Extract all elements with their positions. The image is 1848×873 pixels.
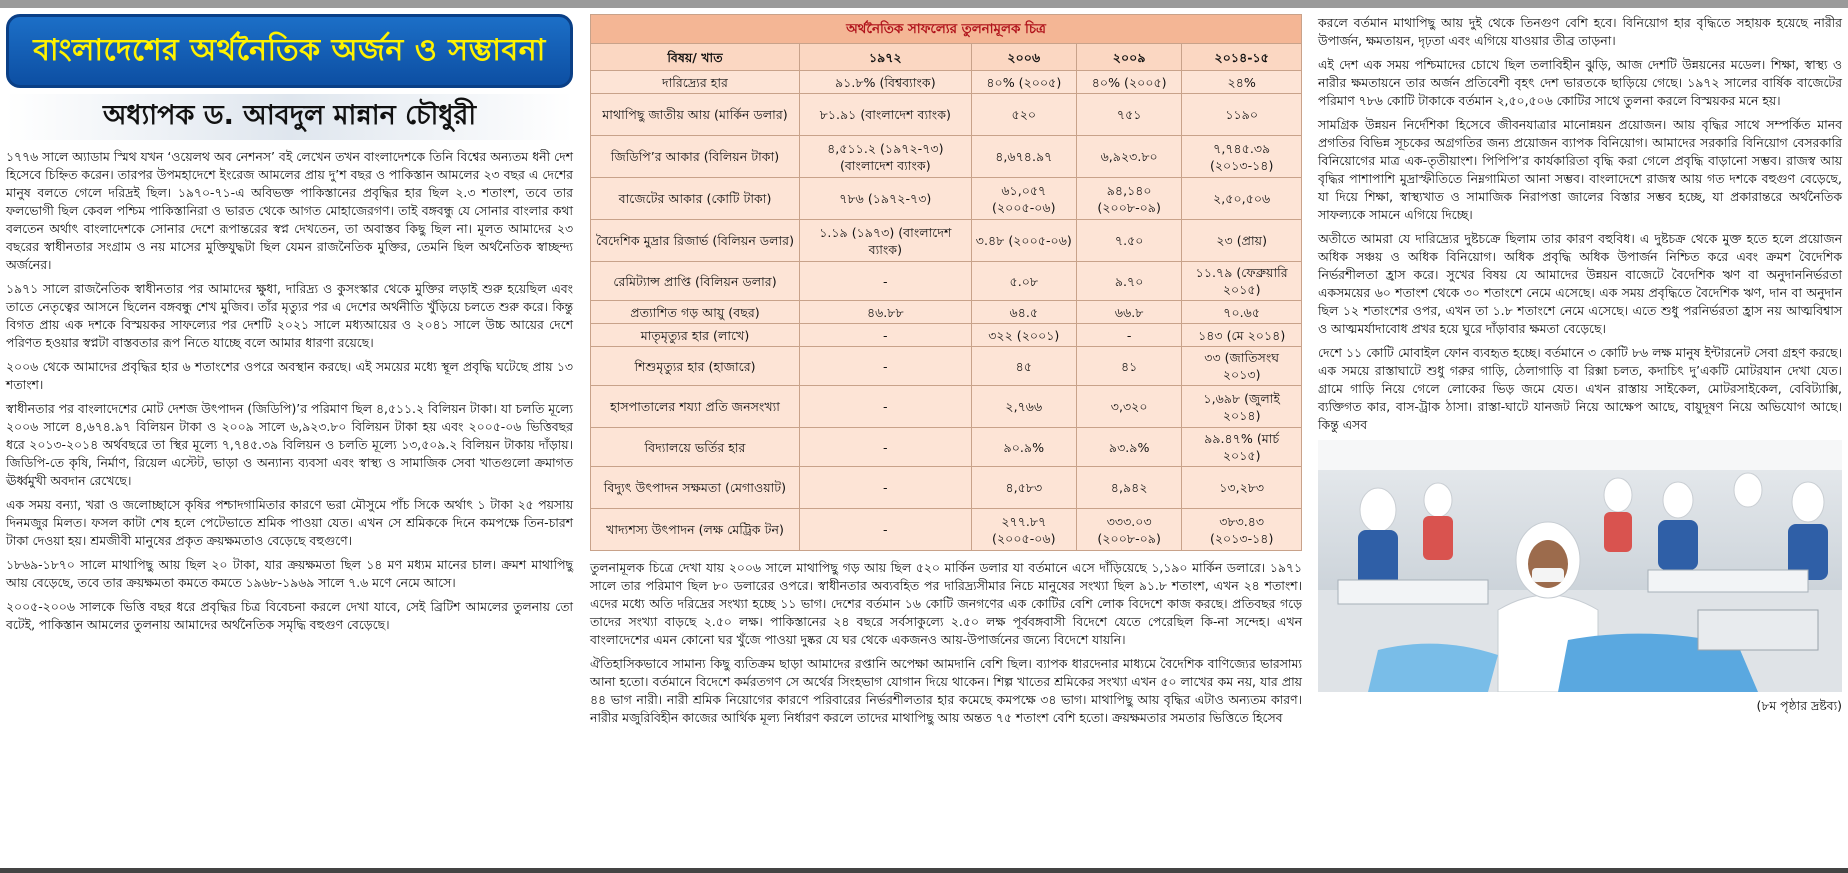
table-cell: ৭৮৬ (১৯৭২-৭৩) bbox=[800, 178, 972, 220]
table-cell: ৪০% (২০০৫) bbox=[971, 71, 1076, 94]
garment-factory-illustration bbox=[1318, 440, 1842, 692]
table-cell: ২৩ (প্রায়) bbox=[1182, 220, 1302, 262]
column-header: ২০১৪-১৫ bbox=[1182, 44, 1302, 71]
table-cell: ৬,৯২৩.৮০ bbox=[1076, 136, 1181, 178]
paragraph: দেশে ১১ কোটি মোবাইল ফোন ব্যবহৃত হচ্ছে। বর্তমানে ৩ কোটি ৮৬ লক্ষ মানুষ ইন্টারনেট সেবা গ্রহণ করছে। এক সময়ে রাস্তাঘাটে শুধু গরুর গাড়ি, ঠেলাগাড়ি বা রিক্সা চলত, কদাচিৎ দু’একটি মোটরযান দেখা যেত। গ্রামে গাড়ি নিয়ে গেলে লোকের ভিড় জমে যেত। এখন রাস্তায় সাইকেল, মোটরসাইকেল, বেবিট্যাক্সি, ব্যক্তিগত কার, বাস-ট্রাক ঠাসা। রাস্তা-ঘাটে যানজট নিয়ে আক্ষেপ আছে, বায়ুদূষণ নিয়ে অভিযোগ আছে। কিন্তু এসব bbox=[1318, 345, 1842, 432]
table-row bbox=[591, 94, 1302, 136]
table-row bbox=[591, 178, 1302, 220]
table-cell: ১,৬৯৮ (জুলাই ২০১৪) bbox=[1182, 386, 1302, 428]
row-label: মাথাপিছু জাতীয় আয় (মার্কিন ডলার) bbox=[591, 94, 800, 136]
table-cell: ২,৫০,৫০৬ bbox=[1182, 178, 1302, 220]
garment-factory-photo bbox=[1318, 440, 1842, 692]
article-title: বাংলাদেশের অর্থনৈতিক অর্জন ও সম্ভাবনা bbox=[33, 32, 546, 68]
top-rule bbox=[0, 0, 1848, 8]
bottom-rule bbox=[0, 868, 1848, 873]
paragraph: এই দেশ এক সময় পশ্চিমাদের চোখে ছিল তলাবিহীন ঝুড়ি, আজ দেশটি উন্নয়নের মডেল। শিক্ষা, স্বাস্থ্য ও নারীর ক্ষমতায়নে তার অর্জন প্রতিবেশী বৃহৎ দেশ ভারতকে ছাড়িয়ে গেছে। ১৯৭২ সালের বার্ষিক বাজেটের পরিমাণ ৭৮৬ কোটি টাকাকে বর্তমান ২,৫০,৫০৬ কোটির সাথে তুলনা করলে বিস্ময়কর মনে হয়। bbox=[1318, 57, 1842, 108]
middle-column bbox=[590, 14, 1302, 869]
table-cell: - bbox=[800, 428, 972, 467]
row-label: হাসপাতালের শয্যা প্রতি জনসংখ্যা bbox=[591, 386, 800, 428]
table-cell: ২৭৭.৮৭ (২০০৫-০৬) bbox=[971, 509, 1076, 551]
paragraph: স্বাধীনতার পর বাংলাদেশের মোট দেশজ উৎপাদন (জিডিপি)’র পরিমাণ ছিল ৪,৫১১.২ বিলিয়ন টাকা। যা চলতি মূল্যে ২০০৬ সালে ৪,৬৭৪.৯৭ বিলিয়ন টাকা ও ২০০৯ সালে ৬,৯২৩.৮০ বিলিয়ন টাকা হয় এবং ২০০৫-০৬ ভিত্তিবছর ধরে ২০১৩-২০১৪ অর্থবছরে তা স্থির মূল্যে ৭,৭৪৫.৩৯ বিলিয়ন ও চলতি মূল্যে ১৩,৫০৯.২ বিলিয়ন টাকায় দাঁড়ায়। জিডিপি-তে কৃষি, নির্মাণ, রিয়েল এস্টেট, ভাড়া ও অন্যান্য ব্যবসা এবং স্বাস্থ্য ও সামাজিক সেবা খাতগুলো ক্রমাগত ঊর্ধ্বমুখী অবদান রেখেছে। bbox=[6, 401, 573, 488]
table-cell: ৬৪.৫ bbox=[971, 301, 1076, 324]
table-row bbox=[591, 220, 1302, 262]
paragraph: সামগ্রিক উন্নয়ন নির্দেশিকা হিসেবে জীবনযাত্রার মানোন্নয়ন প্রয়োজন। আয় বৃদ্ধির সাথে সম্পর্কিত মানব প্রগতির বিভিন্ন সূচকের অগ্রগতির জন্য প্রয়োজন ব্যাপক বিনিয়োগ। আমাদের সরকারি বিনিয়োগ বেসরকারি বিনিয়োগের মাত্র এক-তৃতীয়াংশ। পিপিপি’র কার্যকারিতা বৃদ্ধি করা গেলে প্রবৃদ্ধি বাড়ানো সম্ভব। রাজস্ব আয় বৃদ্ধির পাশাপাশি মুদ্রাস্ফীতিতে নিম্নগামিতা আনা সম্ভব। বাংলাদেশে রাজস্ব আয় গত দশকে বহুগুণ বেড়েছে, যা দিয়ে শিক্ষা, স্বাস্থ্যখাত ও সামাজিক নিরাপত্তা জালের বিস্তার সম্ভব হচ্ছে, যা প্রকারান্তরে অর্থনৈতিক সাফল্যকে সামনে এগিয়ে দিচ্ছে। bbox=[1318, 117, 1842, 222]
right-column bbox=[1318, 14, 1842, 869]
table-row bbox=[591, 301, 1302, 324]
row-label: বিদ্যালয়ে ভর্তির হার bbox=[591, 428, 800, 467]
table-cell: ১১.৭৯ (ফেব্রুয়ারি ২০১৫) bbox=[1182, 262, 1302, 301]
paragraph: ২০০৬ থেকে আমাদের প্রবৃদ্ধির হার ৬ শতাংশের ওপরে অবস্থান করছে। এই সময়ের মধ্যে স্থূল প্রবৃদ্ধি ঘটেছে প্রায় ১৩ শতাংশ। bbox=[6, 359, 573, 392]
table-cell: ৬৬.৮ bbox=[1076, 301, 1181, 324]
author-bar bbox=[6, 94, 573, 140]
table-cell: ৮১.৯১ (বাংলাদেশ ব্যাংক) bbox=[800, 94, 972, 136]
table-cell: ৯০.৯% bbox=[971, 428, 1076, 467]
table-cell: ২৪% bbox=[1182, 71, 1302, 94]
row-label: জিডিপি’র আকার (বিলিয়ন টাকা) bbox=[591, 136, 800, 178]
table-cell: ৩.৪৮ (২০০৫-০৬) bbox=[971, 220, 1076, 262]
table-cell: ৪,৫৮৩ bbox=[971, 467, 1076, 509]
table-caption: অর্থনৈতিক সাফল্যের তুলনামূলক চিত্র bbox=[591, 15, 1302, 44]
table-cell: ২,৭৬৬ bbox=[971, 386, 1076, 428]
paragraph: ১৭৭৬ সালে অ্যাডাম স্মিথ যখন ‘ওয়েলথ অব নেশনস’ বই লেখেন তখন বাংলাদেশকে তিনি বিশ্বের অন্যতম ধনী দেশ হিসেবে চিহ্নিত করেন। তারপর উপমহাদেশে ইংরেজ আমলের প্রায় দু’শ বছর ও পাকিস্তান আমলের ২৩ বছর এ দেশের মানুষ বলতে গেলে দরিদ্রই ছিল। ১৯৭০-৭১-এ অবিভক্ত পাকিস্তানের প্রবৃদ্ধির হার ছিল ২.৩ শতাংশ, তবে তার ফলভোগী ছিল কেবল পশ্চিম পাকিস্তানিরা ও ভারত থেকে আগত মোহাজেরগণ। তাই বঙ্গবন্ধু যে সোনার বাংলার কথা বলতেন অর্থাৎ বাংলাদেশকে সোনার দেশে রূপান্তরের স্বপ্ন দেখতেন, তা অবাস্তব কিছু ছিল না। মূলত আমাদের ২৩ বছরের স্বাধীনতার সংগ্রাম ও নয় মাসের মুক্তিযুদ্ধটা ছিল যেমন রাজনৈতিক মুক্তির, তেমনি ছিল অর্থনৈতিক স্বাচ্ছন্দ্য অর্জনের। bbox=[6, 149, 573, 272]
table-cell: ৭.৫০ bbox=[1076, 220, 1181, 262]
paragraph: ১৮৬৯-১৮৭০ সালে মাথাপিছু আয় ছিল ২০ টাকা, যার ক্রয়ক্ষমতা ছিল ১৪ মণ মধ্যম মানের চাল। ক্রমশ মাথাপিছু আয় বেড়েছে, তবে তার ক্রয়ক্ষমতা কমতে কমতে ১৯৬৮-১৯৬৯ সালে ৭.৬ মণে নেমে আসে। bbox=[6, 557, 573, 590]
table-cell: ১৪৩ (মে ২০১৪) bbox=[1182, 324, 1302, 347]
row-label: প্রত্যাশিত গড় আয়ু (বছর) bbox=[591, 301, 800, 324]
table-row bbox=[591, 386, 1302, 428]
paragraph: ২০০৫-২০০৬ সালকে ভিত্তি বছর ধরে প্রবৃদ্ধির চিত্র বিবেচনা করলে দেখা যাবে, সেই ব্রিটিশ আমলের তুলনায় তো বটেই, পাকিস্তান আমলের তুলনায় আমাদের অর্থনৈতিক সমৃদ্ধি বহুগুণ বেড়েছে। bbox=[6, 599, 573, 632]
column-header: বিষয়/ খাত bbox=[591, 44, 800, 71]
table-row bbox=[591, 509, 1302, 551]
table-cell: ৪১ bbox=[1076, 347, 1181, 386]
table-cell: ৪,৬৭৪.৯৭ bbox=[971, 136, 1076, 178]
table-cell: ৯৯.৪৭% (মার্চ ২০১৫) bbox=[1182, 428, 1302, 467]
table-cell: ৬১,০৫৭ (২০০৫-০৬) bbox=[971, 178, 1076, 220]
title-banner bbox=[6, 14, 573, 88]
table-cell: - bbox=[800, 347, 972, 386]
row-label: শিশুমৃত্যুর হার (হাজারে) bbox=[591, 347, 800, 386]
column-header: ২০০৯ bbox=[1076, 44, 1181, 71]
table-cell: ৭,৭৪৫.৩৯ (২০১৩-১৪) bbox=[1182, 136, 1302, 178]
table-cell: ৯৪,১৪০ (২০০৮-০৯) bbox=[1076, 178, 1181, 220]
table-cell: ৩৮৩.৪৩ (২০১৩-১৪) bbox=[1182, 509, 1302, 551]
comparison-table bbox=[590, 14, 1302, 551]
author-name: অধ্যাপক ড. আবদুল মান্নান চৌধুরী bbox=[102, 99, 477, 131]
table-cell: ৪,৯৪২ bbox=[1076, 467, 1181, 509]
table-cell: - bbox=[800, 324, 972, 347]
table-cell: ৩২২ (২০০১) bbox=[971, 324, 1076, 347]
table-row bbox=[591, 71, 1302, 94]
table-cell: ৪৬.৮৮ bbox=[800, 301, 972, 324]
paragraph: এক সময় বন্যা, খরা ও জলোচ্ছাসে কৃষির পশ্চাদগামিতার কারণে ভরা মৌসুমে পাঁচ সিকে অর্থাৎ ১ টাকা ২৫ পয়সায় দিনমজুর মিলত। ফসল কাটা শেষ হলে পেটেভাতে শ্রমিক পাওয়া যেত। এখন সে শ্রমিককে দিনে কমপক্ষে তিন-চারশ টাকা দেওয়া হয়। শ্রমজীবী মানুষের প্রকৃত ক্রয়ক্ষমতাও বেড়েছে বহুগুণে। bbox=[6, 497, 573, 548]
table-cell: - bbox=[800, 509, 972, 551]
paragraph: অতীতে আমরা যে দারিদ্র্যের দুষ্টচক্রে ছিলাম তার কারণ বহুবিধ। এ দুষ্টচক্র থেকে মুক্ত হতে হলে প্রয়োজন অধিক সঞ্চয় ও অধিক বিনিয়োগ। অধিক প্রবৃদ্ধি অধিক উপার্জন নিশ্চিত করে এবং ক্রমশ বৈদেশিক নির্ভরশীলতা হ্রাস করে। সুখের বিষয় যে আমাদের উন্নয়ন বাজেটে বৈদেশিক ঋণ বা অনুদাননির্ভরতা একসময়ের ৬০ শতাংশ থেকে ৩০ শতাংশে নেমে এসেছে। এক সময় প্রবৃদ্ধিতে বৈদেশিক ঋণ, দান বা অনুদান ছিল ১২ শতাংশের ওপর, এখন তা ১.৮ শতাংশে নেমে এসেছে। এতে শুধু পরনির্ভরতা হ্রাস নয় আত্মবিশ্বাস ও আত্মমর্যাদাবোধ প্রখর হয়ে ঘুরে দাঁড়াবার ক্ষমতা বেড়েছে। bbox=[1318, 231, 1842, 336]
table-cell: ৪৫ bbox=[971, 347, 1076, 386]
continuation-note: (৮ম পৃষ্ঠার দ্রষ্টব্য) bbox=[1756, 698, 1842, 713]
row-label: রেমিট্যান্স প্রাপ্তি (বিলিয়ন ডলার) bbox=[591, 262, 800, 301]
table-cell: ৭০.৬৫ bbox=[1182, 301, 1302, 324]
paragraph: ঐতিহাসিকভাবে সামান্য কিছু ব্যতিক্রম ছাড়া আমাদের রপ্তানি অপেক্ষা আমদানি বেশি ছিল। ব্যাপক ধারদেনার মাধ্যমে বৈদেশিক বাণিজ্যের ভারসাম্য আনা হতো। বর্তমানে বিদেশে কর্মরতগণ সে অর্থের সিংহভাগ যোগান দিয়ে থাকেন। শিল্প খাতের শ্রমিকের সংখ্যা এখন ৫০ লাখের কম নয়, যার প্রায় ৪৪ ভাগ নারী। নারী শ্রমিক নিয়োগের কারণে পরিবারের নির্ভরশীলতার হার কমেছে কমপক্ষে ৩৪ ভাগ। মাথাপিছু আয় বৃদ্ধির এটাও অন্যতম কারণ। নারীর মজুরিবিহীন কাজের আর্থিক মূল্য নির্ধারণ করলে তাদের মাথাপিছু আয় অন্তত ৭৫ শতাংশ বেশি হতো। ক্রয়ক্ষমতার সমতার ভিত্তিতে হিসেব bbox=[590, 656, 1302, 725]
row-label: বাজেটের আকার (কোটি টাকা) bbox=[591, 178, 800, 220]
paragraph: ১৯৭১ সালে রাজনৈতিক স্বাধীনতার পর আমাদের ক্ষুধা, দারিদ্র্য ও কুসংস্কার থেকে মুক্তির লড়াই শুরু হয়েছিল এবং তাতে নেতৃত্বের আসনে ছিলেন বঙ্গবন্ধু শেখ মুজিব। তাঁর মৃত্যুর পর এ দেশের অর্থনীতি খুঁড়িয়ে চলতে শুরু করে। কিন্তু বিগত প্রায় এক দশকে বিস্ময়কর সাফল্যের পর দেশটি ২০২১ সালে মধ্যআয়ের ও ২০৪১ সালে উচ্চ আয়ের দেশে পরিণত হওয়ার স্বপ্নটা বাস্তবতার রূপ নিতে যাচ্ছে বলে আমার ধারণা রয়েছে। bbox=[6, 281, 573, 350]
table-cell: - bbox=[1076, 324, 1181, 347]
table-row bbox=[591, 262, 1302, 301]
table-cell: - bbox=[800, 386, 972, 428]
table-row bbox=[591, 136, 1302, 178]
row-label: দারিদ্র্যের হার bbox=[591, 71, 800, 94]
table-cell: ৭৫১ bbox=[1076, 94, 1181, 136]
table-cell: ৯.৭০ bbox=[1076, 262, 1181, 301]
table-cell: - bbox=[800, 262, 972, 301]
paragraph: তুলনামূলক চিত্রে দেখা যায় ২০০৬ সালে মাথাপিছু গড় আয় ছিল ৫২০ মার্কিন ডলার যা বর্তমানে এসে দাঁড়িয়েছে ১,১৯০ মার্কিন ডলারে। ১৯৭১ সালে তার পরিমাণ ছিল ৮০ ডলারের ওপরে। স্বাধীনতার অব্যবহিত পর দারিদ্র্যসীমার নিচে মানুষের সংখ্যা ছিল ৯১.৮ শতাংশ, এখন ২৪ শতাংশ। এদের মধ্যে অতি দরিদ্রের সংখ্যা হচ্ছে ১১ ভাগ। দেশের বর্তমান ১৬ কোটি জনগণের এক কোটির বেশি লোক বিদেশে কাজ করছে। প্রতিবছর গড়ে তাদের সংখ্যা বাড়ছে ২.৫০ লক্ষ। পাকিস্তানের ২৪ বছরে সর্বসাকুল্যে ২.৫০ লক্ষ পূর্ববঙ্গবাসী বিদেশে যেতে পেরেছিল কি-না সন্দেহ। এখন বাংলাদেশের এমন কোনো ঘর খুঁজে পাওয়া দুষ্কর যে ঘর থেকে একজনও আয়-উপার্জনের জন্যে বিদেশে যায়নি। bbox=[590, 560, 1302, 647]
table-cell: ১.১৯ (১৯৭৩) (বাংলাদেশ ব্যাংক) bbox=[800, 220, 972, 262]
table-row bbox=[591, 428, 1302, 467]
paragraph: করলে বর্তমান মাথাপিছু আয় দুই থেকে তিনগুণ বেশি হবে। বিনিয়োগ হার বৃদ্ধিতে সহায়ক হয়েছে নারীর উপার্জন, ক্ষমতায়ন, দৃঢ়তা এবং এগিয়ে যাওয়ার তীব্র তাড়না। bbox=[1318, 15, 1842, 48]
table-row bbox=[591, 467, 1302, 509]
table-cell: ৪,৫১১.২ (১৯৭২-৭৩) (বাংলাদেশ ব্যাংক) bbox=[800, 136, 972, 178]
row-label: বৈদেশিক মুদ্রার রিজার্ভ (বিলিয়ন ডলার) bbox=[591, 220, 800, 262]
row-label: মাতৃমৃত্যুর হার (লাখে) bbox=[591, 324, 800, 347]
row-label: খাদ্যশস্য উৎপাদন (লক্ষ মেট্রিক টন) bbox=[591, 509, 800, 551]
column-header: ১৯৭২ bbox=[800, 44, 972, 71]
row-label: বিদ্যুৎ উৎপাদন সক্ষমতা (মেগাওয়াট) bbox=[591, 467, 800, 509]
table-cell: ৯৩.৯% bbox=[1076, 428, 1181, 467]
left-column bbox=[6, 14, 573, 869]
table-row bbox=[591, 347, 1302, 386]
table-cell: ১৩,২৮৩ bbox=[1182, 467, 1302, 509]
table-header-row bbox=[591, 44, 1302, 71]
column-header: ২০০৬ bbox=[971, 44, 1076, 71]
table-cell: ১১৯০ bbox=[1182, 94, 1302, 136]
table-cell: ৩৩ (জাতিসংঘ ২০১৩) bbox=[1182, 347, 1302, 386]
table-cell: ৯১.৮% (বিশ্বব্যাংক) bbox=[800, 71, 972, 94]
table-cell: - bbox=[800, 467, 972, 509]
table-cell: ৫২০ bbox=[971, 94, 1076, 136]
table-cell: ৩,৩২০ bbox=[1076, 386, 1181, 428]
table-cell: ৩৩৩.০৩ (২০০৮-০৯) bbox=[1076, 509, 1181, 551]
table-row bbox=[591, 324, 1302, 347]
table-cell: ৪০% (২০০৫) bbox=[1076, 71, 1181, 94]
table-cell: ৫.০৮ bbox=[971, 262, 1076, 301]
